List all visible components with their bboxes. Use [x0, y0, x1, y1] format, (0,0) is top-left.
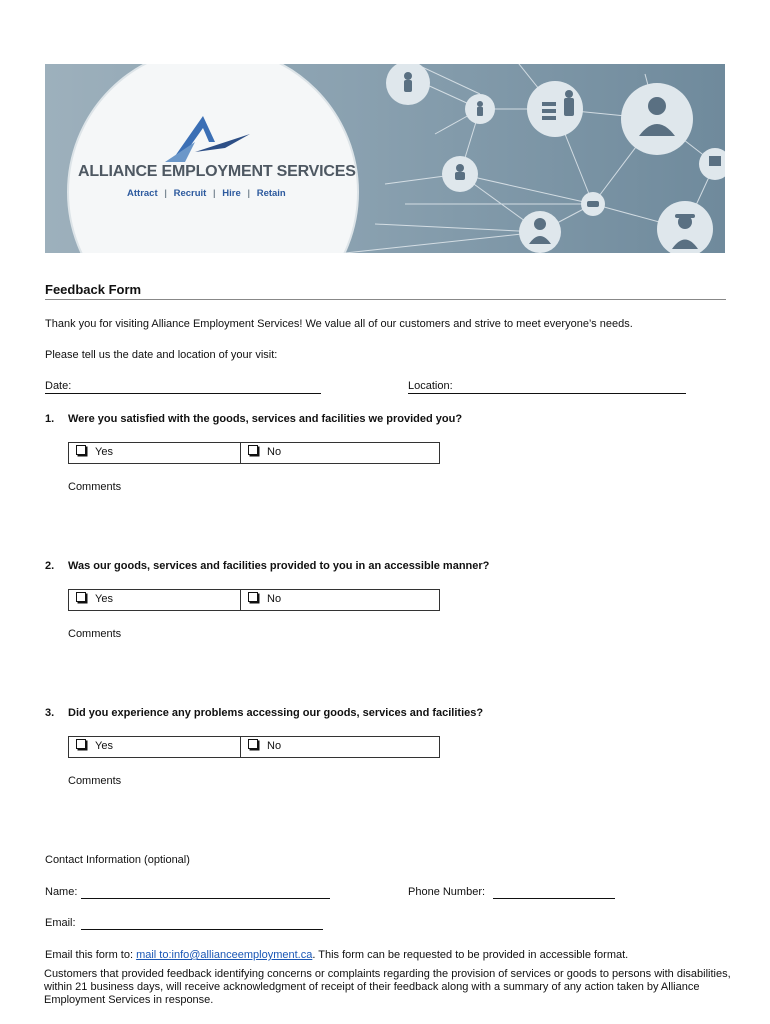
tagline-recruit: Recruit: [173, 188, 207, 199]
name-label: Name:: [45, 886, 78, 898]
submit-suffix: . This form can be requested to be provided in accessible format.: [312, 949, 629, 961]
phone-field[interactable]: [493, 898, 615, 899]
choice-divider: [240, 590, 241, 610]
question-3-no-option[interactable]: [248, 740, 281, 752]
location-label: Location:: [408, 380, 453, 392]
date-field[interactable]: [45, 393, 321, 394]
email-label: Email:: [45, 917, 76, 929]
footer-note: Customers that provided feedback identifying concerns or complaints regarding the provision of services or goods to persons with disabilities, within 21 business days, will receive acknowledgment of receipt of their feedback along with a summary of any action taken by Alliance Employment Services in response.: [44, 968, 731, 1006]
tagline-attract: Attract: [127, 188, 158, 199]
question-3-comments-label: Comments: [68, 775, 122, 787]
company-tagline: [127, 188, 286, 199]
tagline-separator: |: [164, 188, 167, 199]
question-3-yes-option[interactable]: [76, 740, 113, 752]
no-label: No: [267, 593, 282, 605]
header-banner: [45, 64, 725, 253]
question-3-comments-area[interactable]: [68, 790, 668, 840]
checkbox-icon[interactable]: [76, 739, 86, 749]
network-illustration: [45, 64, 725, 253]
email-link[interactable]: mail to:info@allianceemployment.ca: [136, 949, 313, 961]
contact-heading: Contact Information (optional): [45, 854, 190, 866]
name-field[interactable]: [81, 898, 330, 899]
choice-divider: [240, 737, 241, 757]
question-1-number: 1.: [45, 413, 55, 425]
form-title: Feedback Form: [45, 282, 142, 297]
question-3-text: Did you experience any problems accessing our goods, services and facilities?: [68, 707, 484, 719]
question-1-text: Were you satisfied with the goods, services and facilities we provided you?: [68, 413, 463, 425]
checkbox-icon[interactable]: [248, 592, 258, 602]
yes-label: Yes: [95, 740, 113, 752]
tagline-separator: |: [247, 188, 251, 199]
phone-label: Phone Number:: [408, 886, 486, 898]
company-logo-text: ALLIANCE EMPLOYMENT SERVICES: [78, 163, 356, 180]
submit-instructions: [45, 949, 628, 962]
checkbox-icon[interactable]: [76, 592, 86, 602]
yes-label: Yes: [95, 593, 113, 605]
question-2-text: Was our goods, services and facilities provided to you in an accessible manner?: [68, 560, 490, 572]
question-1-comments-label: Comments: [68, 481, 122, 493]
question-1-yes-option[interactable]: [76, 446, 113, 458]
visit-prompt: Please tell us the date and location of your visit:: [45, 349, 278, 361]
question-2-comments-area[interactable]: [68, 643, 668, 693]
intro-text: Thank you for visiting Alliance Employment Services! We value all of our customers and strive to meet everyone’s needs.: [45, 318, 633, 330]
tagline-separator: |: [212, 188, 216, 199]
question-3-number: 3.: [45, 707, 55, 719]
no-label: No: [267, 446, 282, 458]
date-label: Date:: [45, 380, 72, 392]
submit-prefix: Email this form to:: [45, 949, 137, 961]
question-2-yes-option[interactable]: [76, 593, 113, 605]
question-1-no-option[interactable]: [248, 446, 281, 458]
title-divider: [45, 299, 726, 300]
question-2-choices: [68, 589, 440, 611]
email-field[interactable]: [81, 929, 323, 930]
checkbox-icon[interactable]: [76, 445, 86, 455]
question-2-no-option[interactable]: [248, 593, 281, 605]
choice-divider: [240, 443, 241, 463]
question-2-number: 2.: [45, 560, 55, 572]
question-1-comments-area[interactable]: [68, 496, 668, 546]
checkbox-icon[interactable]: [248, 445, 258, 455]
checkbox-icon[interactable]: [248, 739, 258, 749]
tagline-hire: Hire: [222, 188, 241, 199]
location-field[interactable]: [408, 393, 686, 394]
yes-label: Yes: [95, 446, 113, 458]
question-1-choices: [68, 442, 440, 464]
question-3-choices: [68, 736, 440, 758]
question-2-comments-label: Comments: [68, 628, 122, 640]
tagline-retain: Retain: [256, 188, 286, 199]
no-label: No: [267, 740, 282, 752]
